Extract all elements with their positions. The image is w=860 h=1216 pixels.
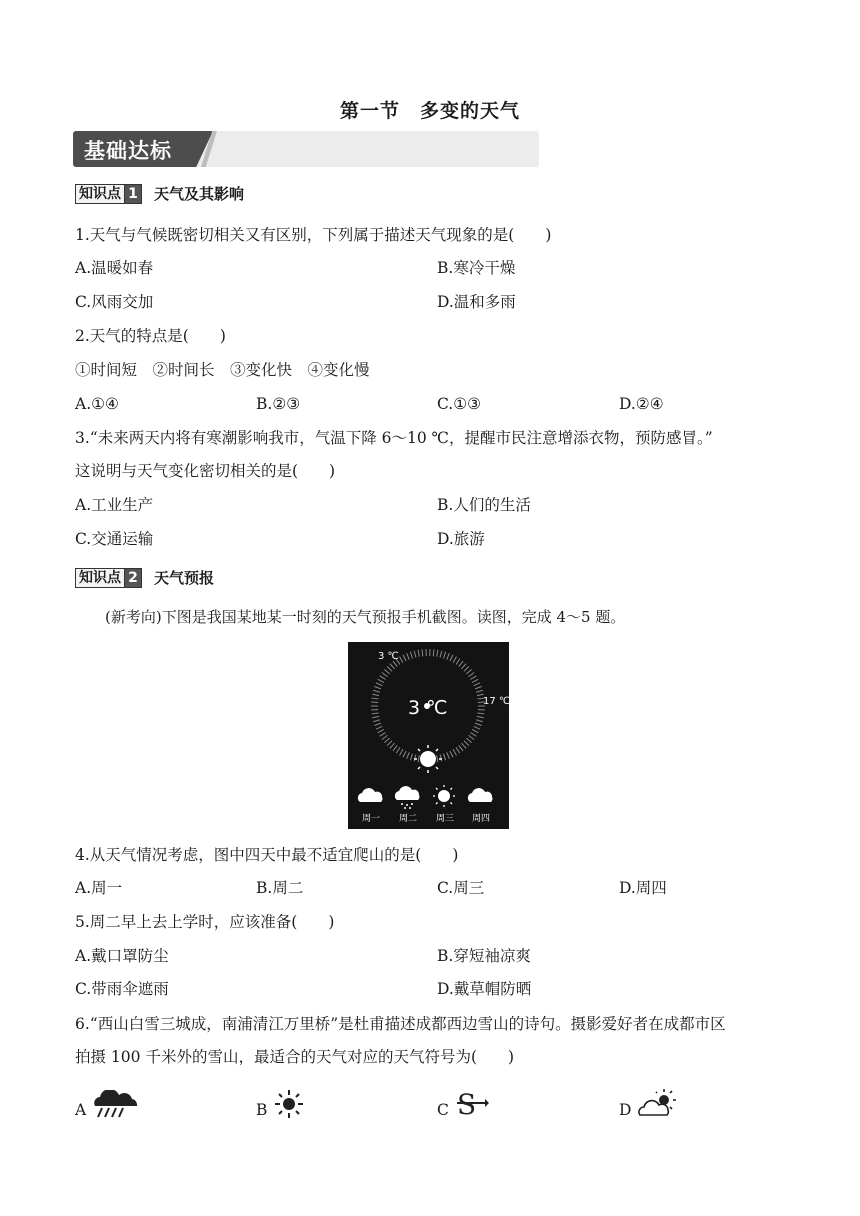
dial-tick [396, 747, 400, 753]
q5-option-a: A.戴口罩防尘 [75, 947, 169, 965]
question-2-stem: 2.天气的特点是( ) [75, 327, 226, 345]
dial-tick [466, 738, 471, 742]
kp-title: 天气预报 [154, 569, 215, 587]
knowledge-point-2 [75, 568, 214, 588]
dial-tick [475, 723, 482, 725]
current-temp: 3 ℃ [408, 697, 448, 719]
knowledge-point-1 [75, 184, 244, 204]
dial-tick [374, 723, 381, 725]
kp-title: 天气及其影响 [154, 185, 245, 203]
max-temp: 17 ℃ [483, 696, 509, 707]
day-label-thu: 周四 [471, 814, 491, 824]
dial-tick [461, 664, 466, 669]
q1-option-c: C.风雨交加 [75, 293, 154, 311]
cloud-icon [358, 788, 383, 802]
dial-tick [403, 655, 406, 661]
dial-tick [380, 676, 386, 680]
dial-tick [390, 664, 395, 669]
question-5-stem: 5.周二早上去上学时，应该准备( ) [75, 913, 335, 931]
rain-cloud-icon [92, 1090, 142, 1120]
q2-option-d: D.②④ [619, 395, 664, 413]
dial-tick [443, 652, 445, 659]
dial-tick [387, 741, 392, 746]
dial-tick [468, 735, 474, 739]
q5-option-d: D.戴草帽防晒 [437, 980, 532, 998]
dial-tick [373, 720, 380, 722]
dial-tick [476, 720, 483, 722]
q3-option-a: A.工业生产 [75, 496, 154, 514]
dial-tick [472, 679, 478, 682]
dial-tick [468, 672, 474, 676]
dial-tick [372, 698, 379, 699]
dial-tick [459, 661, 463, 667]
dial-tick [414, 755, 416, 762]
dial-tick [384, 669, 389, 673]
dial-tick [437, 650, 438, 657]
cloud-icon [468, 788, 493, 802]
dial-tick [476, 690, 483, 692]
dial-tick [407, 653, 410, 659]
dial-tick [450, 655, 453, 661]
dial-tick [372, 716, 379, 717]
dial-tick [374, 687, 381, 689]
dial-tick [418, 755, 419, 762]
q6-option-d [619, 1080, 677, 1120]
sandstorm-icon [455, 1088, 489, 1120]
day-label-mon: 周一 [361, 814, 381, 824]
dial-tick [461, 743, 466, 748]
q4-option-c: C.周三 [437, 879, 485, 897]
option-letter: C [437, 1101, 449, 1119]
dial-tick [393, 745, 397, 751]
dial-tick [433, 649, 434, 656]
option-letter: A [75, 1101, 87, 1119]
sun-behind-cloud-icon [637, 1088, 677, 1120]
q2-option-c: C.①③ [437, 395, 482, 413]
dial-tick [478, 713, 485, 714]
q4-option-d: D.周四 [619, 879, 667, 897]
dial-tick [437, 755, 438, 762]
question-1-stem: 1.天气与气候既密切相关又有区别，下列属于描述天气现象的是( ) [75, 226, 552, 244]
kp-label: 知识点 [75, 184, 124, 204]
q3-option-c: C.交通运输 [75, 530, 154, 548]
dial-tick [464, 666, 469, 671]
option-letter: B [256, 1101, 268, 1119]
q6-option-c [437, 1080, 489, 1120]
question-2-items: ①时间短 ②时间长 ③变化快 ④变化慢 [75, 361, 370, 379]
dial-tick [475, 687, 482, 689]
q1-option-d: D.温和多雨 [437, 293, 516, 311]
kp-number: 1 [124, 184, 142, 204]
q4-option-a: A.周一 [75, 879, 123, 897]
dial-tick [440, 755, 442, 762]
dial-tick [400, 657, 404, 663]
dial-tick [470, 732, 476, 736]
dial-tick [376, 726, 382, 729]
dial-tick [414, 651, 416, 658]
dial-tick [477, 716, 484, 717]
dial-tick [372, 694, 379, 695]
question-3-stem-line2: 这说明与天气变化密切相关的是( ) [75, 462, 336, 480]
dial-tick [418, 650, 419, 657]
dial-tick [472, 729, 478, 732]
dial-tick [464, 741, 469, 746]
dial-tick [453, 749, 457, 755]
dial-tick [422, 649, 423, 656]
dial-tick [456, 659, 460, 665]
dial-tick [387, 666, 392, 671]
svg-text:S: S [456, 1088, 477, 1120]
dial-tick [372, 713, 379, 714]
dial-tick [410, 652, 412, 659]
min-temp: 3 ℃ [378, 651, 399, 662]
day-label-wed: 周三 [435, 814, 455, 824]
dial-tick [456, 747, 460, 753]
day-label-tue: 周二 [398, 814, 418, 824]
dial-tick [390, 743, 395, 748]
question-4-stem: 4.从天气情况考虑，图中四天中最不适宜爬山的是( ) [75, 846, 459, 864]
q5-option-b: B.穿短袖凉爽 [437, 947, 531, 965]
q2-option-a: A.①④ [75, 395, 119, 413]
dial-tick [470, 676, 476, 680]
dial-tick [382, 672, 388, 676]
sun-icon [433, 785, 455, 807]
intro-text: (新考向)下图是我国某地某一时刻的天气预报手机截图。读图，完成 4～5 题。 [105, 608, 626, 626]
q6-option-b [256, 1080, 305, 1120]
dial-tick [384, 738, 389, 742]
dial-tick [466, 669, 471, 673]
dial-tick [378, 729, 384, 732]
dial-tick [474, 726, 480, 729]
q3-option-d: D.旅游 [437, 530, 485, 548]
dial-tick [459, 745, 463, 751]
dial-tick [373, 690, 380, 692]
q3-option-b: B.人们的生活 [437, 496, 531, 514]
dial-tick [440, 651, 442, 658]
q1-option-a: A.温暖如春 [75, 259, 154, 277]
dial-tick [376, 683, 382, 686]
dial-tick [382, 735, 388, 739]
snow-cloud-icon [395, 786, 420, 809]
question-6-stem-line2: 拍摄 100 千米外的雪山，最适合的天气对应的天气符号为( ) [75, 1048, 515, 1066]
dial-tick [403, 751, 406, 757]
weather-phone-screenshot [348, 642, 509, 829]
dial-tick [407, 752, 410, 758]
weather-dial [348, 642, 509, 829]
kp-number: 2 [124, 568, 142, 588]
dial-tick [450, 751, 453, 757]
dial-tick [443, 754, 445, 761]
dial-tick [400, 749, 404, 755]
q2-option-b: B.②③ [256, 395, 301, 413]
dial-tick [453, 657, 457, 663]
section-banner-label: 基础达标 [84, 139, 172, 163]
page-title: 第一节 多变的天气 [339, 100, 520, 122]
dial-tick [474, 683, 480, 686]
dial-tick [380, 732, 386, 736]
question-6-stem-line1: 6.“西山白雪三城成，南浦清江万里桥”是杜甫描述成都西边雪山的诗句。摄影爱好者在成都市区 [75, 1015, 726, 1033]
question-3-stem-line1: 3.“未来两天内将有寒潮影响我市，气温下降 6～10 ℃，提醒市民注意增添衣物，预防感冒。” [75, 429, 713, 447]
sun-icon [273, 1088, 305, 1120]
dial-tick [378, 679, 384, 682]
option-letter: D [619, 1101, 632, 1119]
kp-label: 知识点 [75, 568, 124, 588]
dial-tick [447, 653, 450, 659]
q1-option-b: B.寒冷干燥 [437, 259, 516, 277]
q5-option-c: C.带雨伞遮雨 [75, 980, 169, 998]
q4-option-b: B.周二 [256, 879, 304, 897]
dial-tick [410, 754, 412, 761]
dial-tick [447, 752, 450, 758]
q6-option-a [75, 1080, 142, 1120]
